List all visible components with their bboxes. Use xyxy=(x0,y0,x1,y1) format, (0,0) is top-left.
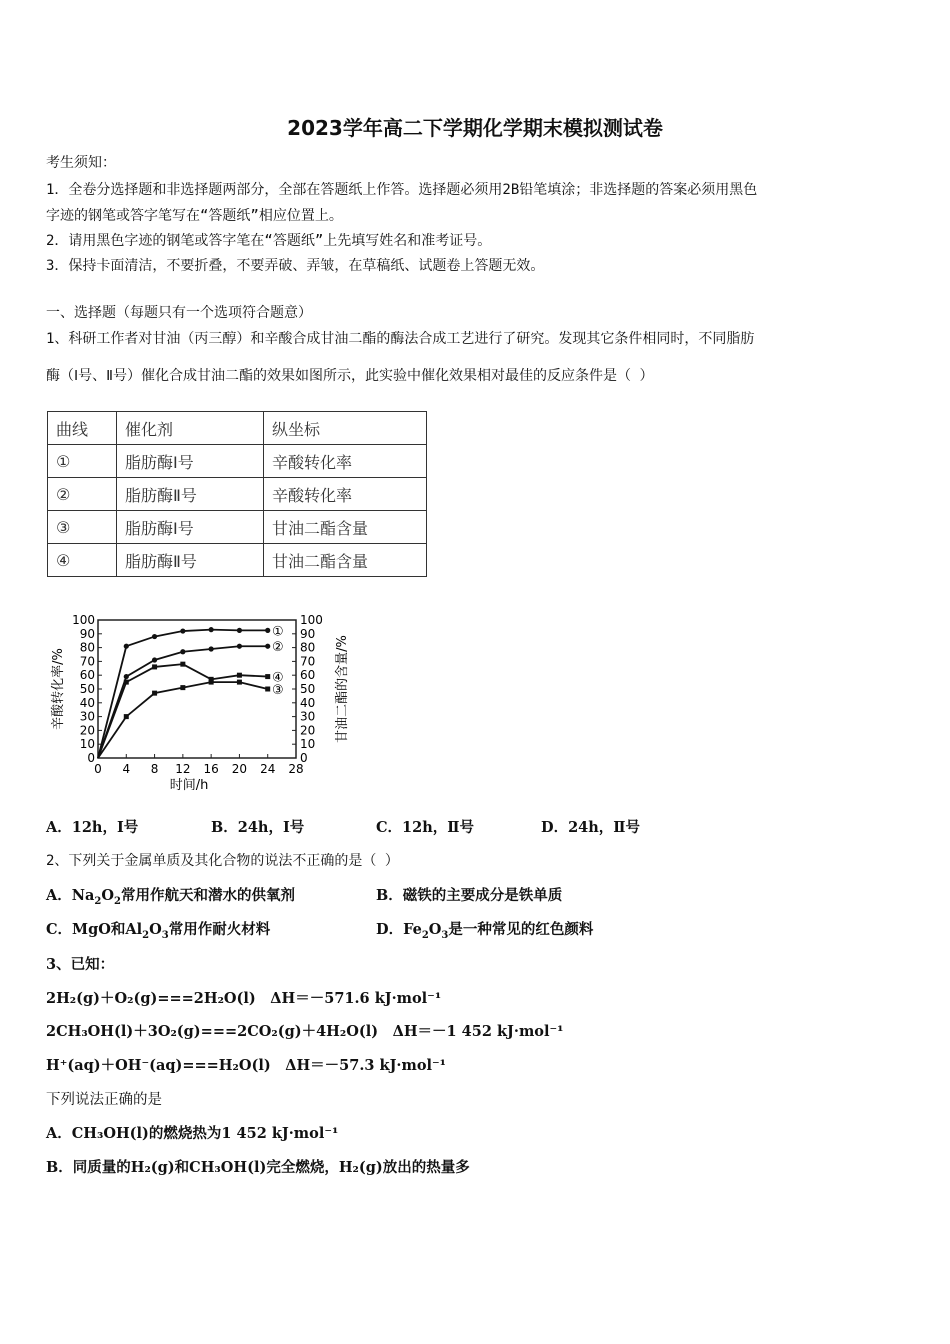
y-tick-label-right: 80 xyxy=(300,640,316,655)
table-cell: ③ xyxy=(48,511,117,544)
q3-option-b[interactable]: B．同质量的H₂(g)和CH₃OH(l)完全燃烧，H₂(g)放出的热量多 xyxy=(46,1159,470,1176)
table-cell: ② xyxy=(48,478,117,511)
table-header-cell: 纵坐标 xyxy=(264,412,427,445)
data-point xyxy=(124,644,129,649)
table-cell: 脂肪酶Ⅱ号 xyxy=(117,544,264,577)
table-header-cell: 曲线 xyxy=(48,412,117,445)
y-tick-label-right: 20 xyxy=(300,723,316,738)
y-tick-label-left: 90 xyxy=(79,626,95,641)
q2-option-d[interactable]: D．$Fe_2O_3$是一种常见的红色颜料 xyxy=(376,921,594,941)
x-tick-label: 12 xyxy=(175,762,191,776)
data-point xyxy=(209,646,214,651)
table-row xyxy=(48,478,427,511)
table-header-cell: 催化剂 xyxy=(117,412,264,445)
notice-item: 字迹的钢笔或答字笔写在“答题纸”相应位置上。 xyxy=(46,208,343,224)
data-point xyxy=(180,649,185,654)
table-row xyxy=(48,511,427,544)
table-cell: ④ xyxy=(48,544,117,577)
question-1-stem-cont: 酶（Ⅰ号、Ⅱ号）催化合成甘油二酯的效果如图所示，此实验中催化效果相对最佳的反应条件是（ ） xyxy=(46,368,654,384)
table-cell: 脂肪酶Ⅱ号 xyxy=(117,478,264,511)
y-tick-label-left: 30 xyxy=(79,709,95,724)
table-cell: 辛酸转化率 xyxy=(264,445,427,478)
series-line-3 xyxy=(98,664,268,758)
y-tick-label-left: 50 xyxy=(79,682,95,696)
data-point xyxy=(265,687,270,692)
y-tick-label-right: 90 xyxy=(300,626,316,641)
notice-item: 2．请用黑色字迹的钢笔或答字笔在“答题纸”上先填写姓名和准考证号。 xyxy=(46,233,492,249)
y-tick-label-left: 100 xyxy=(72,613,95,627)
y-tick-label-left: 40 xyxy=(79,695,95,710)
data-point xyxy=(237,644,242,649)
equation-2: 2CH₃OH(l)＋3O₂(g)===2CO₂(g)＋4H₂O(l) ΔH＝－1 452 kJ·mol⁻¹ xyxy=(46,1023,564,1040)
y-tick-label-left: 60 xyxy=(79,668,95,683)
y-tick-label-left: 20 xyxy=(79,723,95,738)
data-point xyxy=(237,673,242,678)
y-tick-label-right: 50 xyxy=(300,682,316,696)
data-point xyxy=(237,628,242,633)
y-tick-label-right: 40 xyxy=(300,695,316,710)
table-cell: 脂肪酶Ⅰ号 xyxy=(117,445,264,478)
data-point xyxy=(265,628,270,633)
series-label: ③ xyxy=(272,683,284,698)
q1-option-b[interactable]: B．24h，Ⅰ号 xyxy=(211,819,305,836)
series-line-1 xyxy=(98,630,268,758)
y-axis-label-left: 辛酸转化率/% xyxy=(51,648,66,730)
y-tick-label-right: 60 xyxy=(300,668,316,683)
question-1-stem: 1、科研工作者对甘油（丙三醇）和辛酸合成甘油二酯的酶法合成工艺进行了研究。发现其它条件相同时，不同脂肪 xyxy=(46,331,755,347)
curve-legend-table xyxy=(47,411,427,577)
y-tick-label-right: 10 xyxy=(300,737,316,752)
y-tick-label-right: 100 xyxy=(300,613,323,627)
data-point xyxy=(152,634,157,639)
data-point xyxy=(209,680,214,685)
q2-option-b[interactable]: B．磁铁的主要成分是铁单质 xyxy=(376,887,563,904)
q2-option-a[interactable]: A．$Na_2O_2$常用作航天和潜水的供氧剂 xyxy=(46,887,295,907)
question-3-stem: 3、已知： xyxy=(46,956,115,973)
y-tick-label-left: 10 xyxy=(79,737,95,752)
table-cell: ① xyxy=(48,445,117,478)
series-label: ④ xyxy=(272,670,284,686)
question-3-ask: 下列说法正确的是 xyxy=(46,1092,162,1108)
table-row xyxy=(48,412,427,445)
y-tick-label-left: 80 xyxy=(79,640,95,655)
y-tick-label-right: 30 xyxy=(300,709,316,724)
table-cell: 甘油二酯含量 xyxy=(264,511,427,544)
y-tick-label-left: 0 xyxy=(87,751,95,765)
table-cell: 脂肪酶Ⅰ号 xyxy=(117,511,264,544)
conversion-chart xyxy=(40,606,360,806)
q2-option-c[interactable]: C．MgO和$Al_2O_3$常用作耐火材料 xyxy=(46,921,271,941)
series-label: ① xyxy=(272,624,284,640)
data-point xyxy=(180,685,185,690)
data-point xyxy=(180,662,185,667)
q3-option-a[interactable]: A．CH₃OH(l)的燃烧热为1 452 kJ·mol⁻¹ xyxy=(46,1125,339,1142)
data-point xyxy=(124,680,129,685)
table-cell: 甘油二酯含量 xyxy=(264,544,427,577)
data-point xyxy=(152,657,157,662)
q1-option-c[interactable]: C．12h，Ⅱ号 xyxy=(376,819,474,836)
equation-1: 2H₂(g)＋O₂(g)===2H₂O(l) ΔH＝－571.6 kJ·mol⁻¹ xyxy=(46,990,442,1007)
notice-item: 1．全卷分选择题和非选择题两部分，全部在答题纸上作答。选择题必须用2B铅笔填涂；非选择题的答案必须用黑色 xyxy=(46,182,758,198)
notice-heading: 考生须知： xyxy=(46,155,116,171)
series-line-4 xyxy=(98,682,268,758)
x-tick-label: 20 xyxy=(231,762,248,776)
data-point xyxy=(124,674,129,679)
data-point xyxy=(265,644,270,649)
y-tick-label-left: 70 xyxy=(79,654,95,669)
y-tick-label-right: 0 xyxy=(300,751,308,765)
question-2-stem: 2、下列关于金属单质及其化合物的说法不正确的是（ ） xyxy=(46,853,399,869)
table-cell: 辛酸转化率 xyxy=(264,478,427,511)
x-tick-label: 24 xyxy=(260,762,276,776)
equation-3: H⁺(aq)＋OH⁻(aq)===H₂O(l) ΔH＝－57.3 kJ·mol⁻¹ xyxy=(46,1057,447,1074)
q1-option-a[interactable]: A．12h，Ⅰ号 xyxy=(46,819,139,836)
x-axis-label: 时间/h xyxy=(169,778,209,793)
q1-option-d[interactable]: D．24h，Ⅱ号 xyxy=(541,819,641,836)
table-row xyxy=(48,445,427,478)
page-title: 2023学年高二下学期化学期末模拟测试卷 xyxy=(287,116,663,140)
series-label: ② xyxy=(272,640,284,656)
notice-item: 3．保持卡面清洁，不要折叠，不要弄破、弄皱，在草稿纸、试题卷上答题无效。 xyxy=(46,258,545,274)
y-axis-label-right: 甘油二酯的含量/% xyxy=(335,635,350,743)
table-row xyxy=(48,544,427,577)
data-point xyxy=(265,674,270,679)
data-point xyxy=(152,691,157,696)
y-tick-label-right: 70 xyxy=(300,654,316,669)
section-heading: 一、选择题（每题只有一个选项符合题意） xyxy=(46,305,312,321)
data-point xyxy=(152,664,157,669)
data-point xyxy=(124,714,129,719)
x-tick-label: 0 xyxy=(94,762,102,776)
x-tick-label: 28 xyxy=(288,762,304,776)
x-tick-label: 8 xyxy=(150,762,159,776)
data-point xyxy=(237,680,242,685)
x-tick-label: 16 xyxy=(203,762,219,776)
data-point xyxy=(209,627,214,632)
x-tick-label: 4 xyxy=(122,762,131,776)
data-point xyxy=(180,628,185,633)
